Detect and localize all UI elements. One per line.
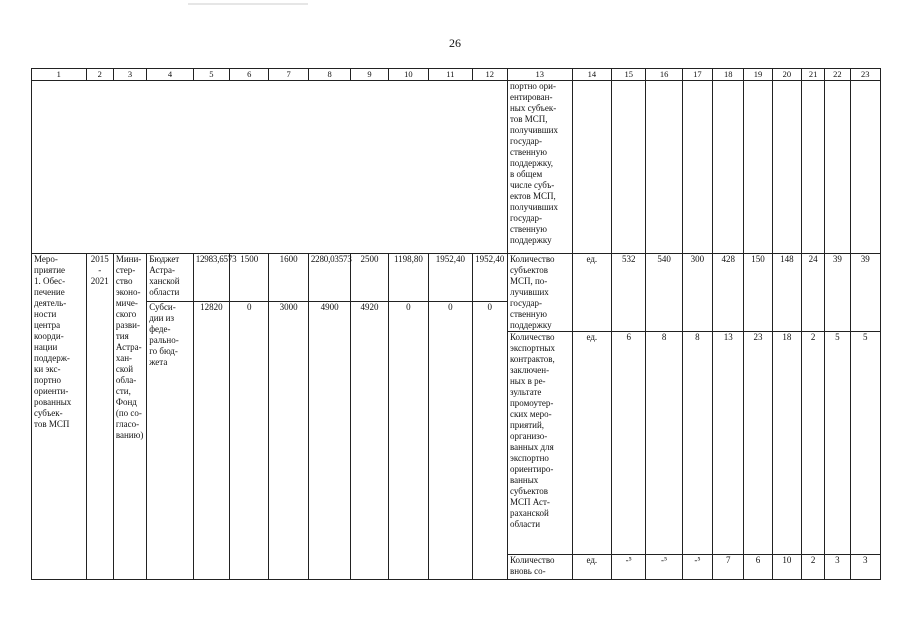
indicator-value: 10 [772, 555, 801, 580]
column-number-row [32, 69, 881, 81]
indicator-name: Количество субъектов МСП, по- лучивших государ- ственную поддержку [507, 254, 572, 332]
page-number: 26 [449, 36, 461, 50]
funding-source: Субси- дии из феде- рально- го бюд- жета [147, 302, 193, 580]
indicator-unit: ед. [572, 555, 611, 580]
column-number: 21 [802, 69, 825, 81]
indicator-value: 3 [850, 555, 881, 580]
indicator-name-continued: портно ори- ентирован- ных субъек- тов МСП, получивших государ- ственную поддержку, в общем числе субъ- ектов МСП, получивших государ- ственную поддержку [507, 81, 572, 254]
column-number: 7 [269, 69, 308, 81]
indicator-value: 540 [646, 254, 682, 332]
empty-cell [32, 81, 508, 254]
indicator-value: 2 [802, 332, 825, 555]
indicator-value: 23 [744, 332, 772, 555]
empty-cell [713, 81, 744, 254]
measures-table [31, 68, 881, 580]
funding-source: Бюджет Астра- ханской области [147, 254, 193, 302]
funding-value: 4920 [351, 302, 388, 580]
funding-value: 0 [472, 302, 507, 580]
indicator-value: 2 [802, 555, 825, 580]
funding-value: 1500 [230, 254, 269, 302]
column-number: 2 [86, 69, 113, 81]
indicator-value: 8 [646, 332, 682, 555]
empty-cell [572, 81, 611, 254]
indicator-value: 18 [772, 332, 801, 555]
column-number: 1 [32, 69, 87, 81]
indicator-value: -⁵ [612, 555, 646, 580]
indicator-value: -⁵ [646, 555, 682, 580]
indicator-value: -⁵ [682, 555, 712, 580]
funding-value: 12820 [193, 302, 229, 580]
column-number: 19 [744, 69, 772, 81]
column-number: 20 [772, 69, 801, 81]
empty-cell [825, 81, 850, 254]
indicator-value: 7 [713, 555, 744, 580]
indicator-value: 532 [612, 254, 646, 332]
funding-value: 1198,80 [388, 254, 428, 302]
column-number: 5 [193, 69, 229, 81]
column-number: 23 [850, 69, 881, 81]
empty-cell [612, 81, 646, 254]
indicator-unit: ед. [572, 332, 611, 555]
indicator-value: 428 [713, 254, 744, 332]
indicator-value: 39 [825, 254, 850, 332]
empty-cell [850, 81, 881, 254]
indicator-value: 24 [802, 254, 825, 332]
indicator-value: 3 [825, 555, 850, 580]
indicator-value: 300 [682, 254, 712, 332]
funding-value: 3000 [269, 302, 308, 580]
column-number: 4 [147, 69, 193, 81]
indicator-value: 8 [682, 332, 712, 555]
indicator-value: 150 [744, 254, 772, 332]
empty-cell [772, 81, 801, 254]
measure-period: 2015 - 2021 [86, 254, 113, 580]
column-number: 18 [713, 69, 744, 81]
empty-cell [682, 81, 712, 254]
funding-value: 0 [429, 302, 472, 580]
funding-value: 2500 [351, 254, 388, 302]
continuation-row [32, 81, 881, 254]
column-number: 11 [429, 69, 472, 81]
column-number: 12 [472, 69, 507, 81]
measure-row [32, 254, 881, 302]
column-number: 3 [113, 69, 146, 81]
indicator-value: 5 [850, 332, 881, 555]
indicator-value: 6 [744, 555, 772, 580]
measure-name: Меро- приятие 1. Обес- печение деятель- ности центра коорди- нации поддерж- ки экс- портно ориенти- рованных субъек- тов МСП [32, 254, 87, 580]
indicator-name: Количество вновь со- [507, 555, 572, 580]
funding-value: 4900 [308, 302, 350, 580]
column-number: 22 [825, 69, 850, 81]
indicator-name: Количество экспортных контрактов, заключен- ных в ре- зультате промоутер- ских меро- приятий, организо- ванных для экспортно ориентиро- ванных субъектов МСП Аст- раханской области [507, 332, 572, 555]
scan-smudge [188, 3, 308, 5]
measure-executor: Мини- стер- ство эконо- миче- ского разви- тия Астра- хан- ской обла- сти, Фонд (по со- гласо- ванию) [113, 254, 146, 580]
empty-cell [744, 81, 772, 254]
indicator-value: 5 [825, 332, 850, 555]
column-number: 14 [572, 69, 611, 81]
column-number: 17 [682, 69, 712, 81]
funding-value: 12983,6573 [193, 254, 229, 302]
funding-value: 1600 [269, 254, 308, 302]
column-number: 6 [230, 69, 269, 81]
column-number: 15 [612, 69, 646, 81]
empty-cell [646, 81, 682, 254]
empty-cell [802, 81, 825, 254]
column-number: 9 [351, 69, 388, 81]
funding-value: 2280,03573 [308, 254, 350, 302]
indicator-value: 148 [772, 254, 801, 332]
indicator-unit: ед. [572, 254, 611, 332]
column-number: 16 [646, 69, 682, 81]
indicator-value: 13 [713, 332, 744, 555]
funding-value: 1952,40 [429, 254, 472, 302]
indicator-value: 39 [850, 254, 881, 332]
column-number: 8 [308, 69, 350, 81]
indicator-value: 6 [612, 332, 646, 555]
funding-value: 1952,40 [472, 254, 507, 302]
column-number: 13 [507, 69, 572, 81]
column-number: 10 [388, 69, 428, 81]
funding-value: 0 [388, 302, 428, 580]
funding-value: 0 [230, 302, 269, 580]
